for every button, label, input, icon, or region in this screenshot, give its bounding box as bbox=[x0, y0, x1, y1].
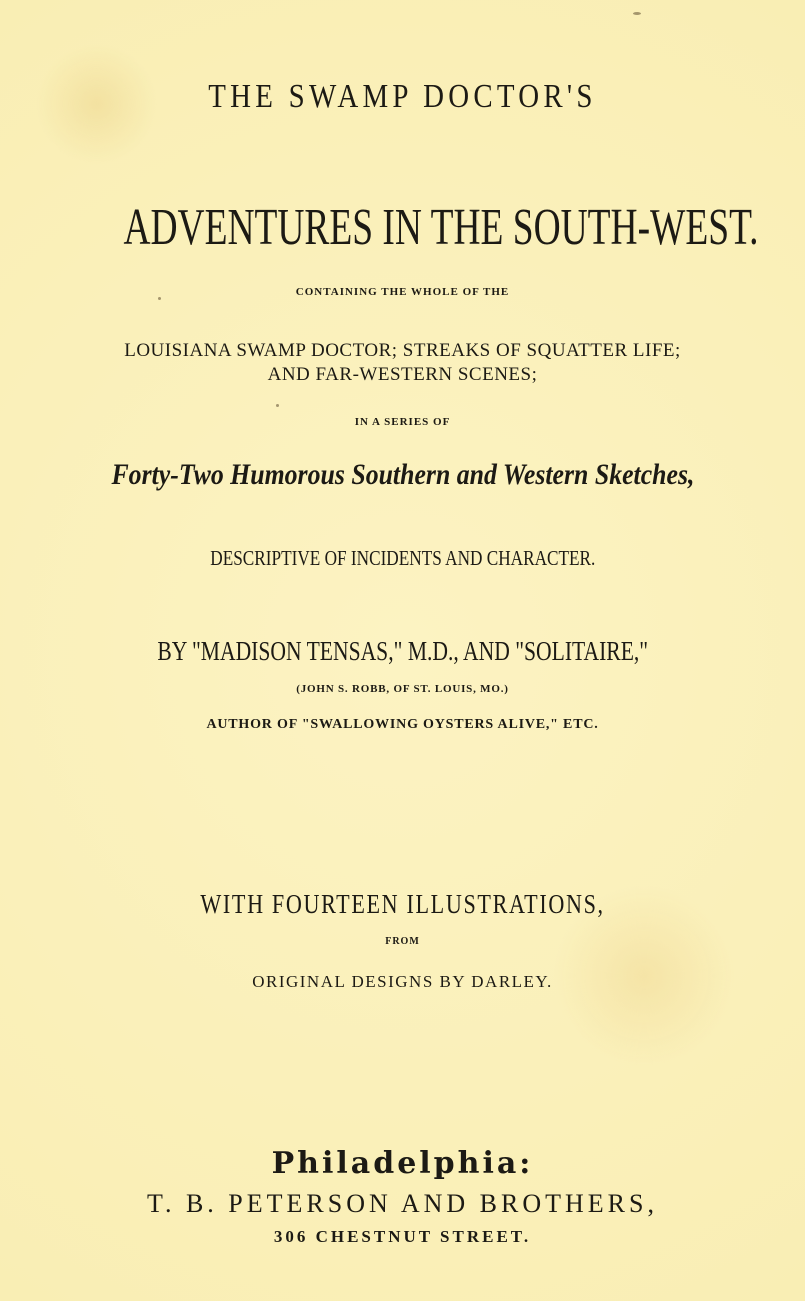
imprint-address: 306 CHESTNUT STREET. bbox=[273, 1227, 532, 1246]
series-intro: IN A SERIES OF bbox=[354, 416, 451, 428]
containing-label: CONTAINING THE WHOLE OF THE bbox=[295, 286, 510, 298]
title-line-2: ADVENTURES IN THE SOUTH-WEST. bbox=[123, 199, 759, 256]
descriptive-line: DESCRIPTIVE OF INCIDENTS AND CHARACTER. bbox=[209, 546, 596, 570]
ink-speck bbox=[633, 12, 641, 15]
sketches-line: Forty-Two Humorous Southern and Western Sketches, bbox=[110, 458, 694, 491]
title-line-1: THE SWAMP DOCTOR'S bbox=[208, 78, 597, 115]
contents-line-2: AND FAR-WESTERN SCENES; bbox=[267, 364, 538, 385]
from-label: FROM bbox=[385, 936, 420, 947]
imprint-publisher: T. B. PETERSON AND BROTHERS, bbox=[147, 1189, 658, 1218]
imprint-city: Philadelphia: bbox=[271, 1146, 534, 1181]
illustrations-line: WITH FOURTEEN ILLUSTRATIONS, bbox=[200, 889, 605, 919]
authors-line: BY "MADISON TENSAS," M.D., AND "SOLITAIRE," bbox=[157, 636, 648, 666]
author-other-works: AUTHOR OF "SWALLOWING OYSTERS ALIVE," ETC. bbox=[206, 717, 599, 732]
contents-line-1: LOUISIANA SWAMP DOCTOR; STREAKS OF SQUATTER LIFE; bbox=[124, 340, 681, 361]
ink-speck bbox=[158, 297, 161, 300]
ink-speck bbox=[276, 404, 279, 407]
designs-line: ORIGINAL DESIGNS BY DARLEY. bbox=[252, 972, 553, 991]
author-note: (JOHN S. ROBB, OF ST. LOUIS, MO.) bbox=[296, 683, 509, 695]
